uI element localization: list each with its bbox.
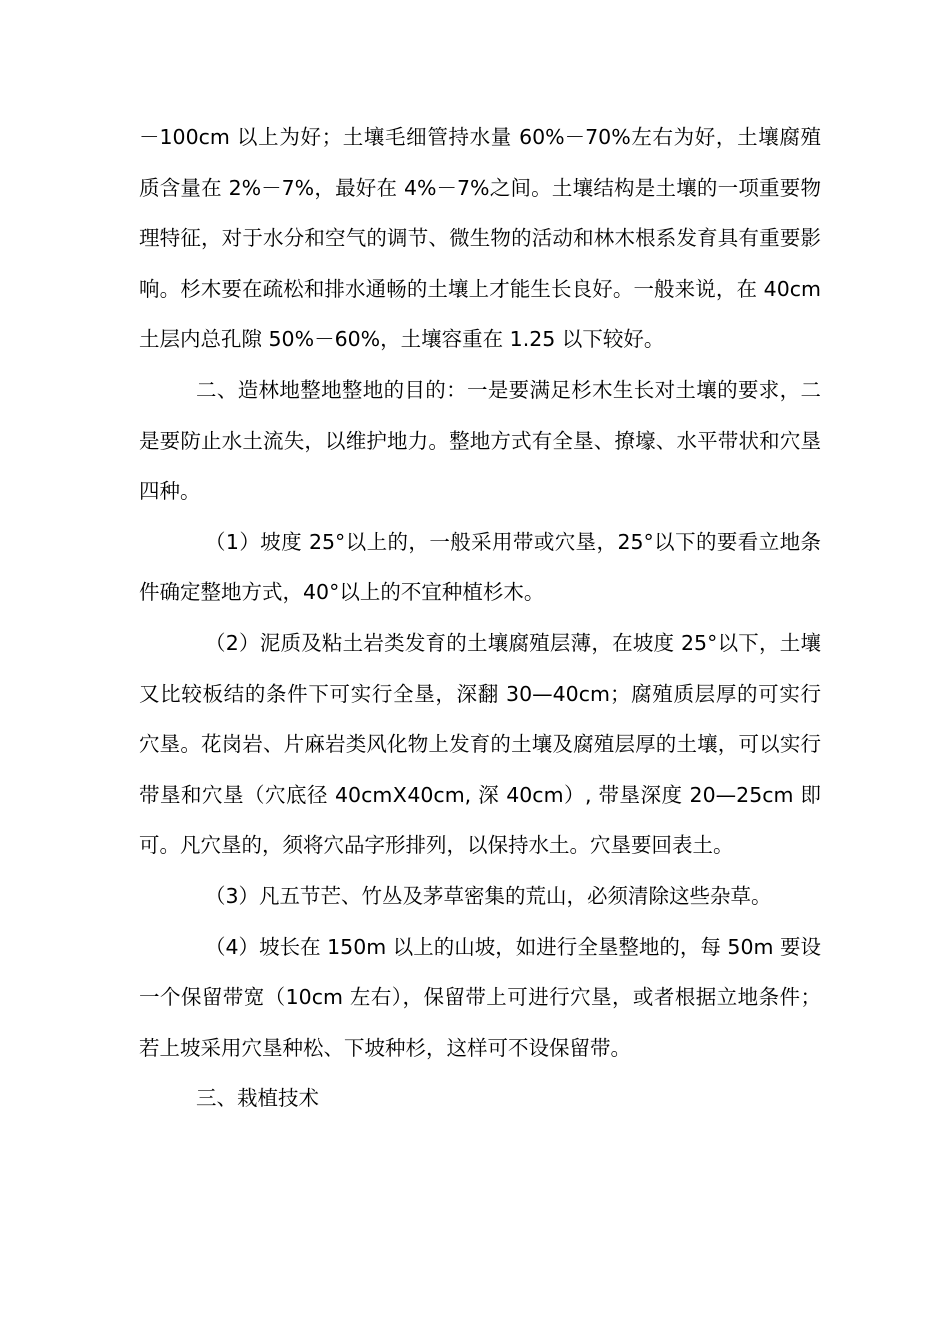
paragraph-slope-rule-1: （1）坡度 25°以上的，一般采用带或穴垦，25°以下的要看立地条件确定整地方式，40°以上的不宜种植杉木。 <box>139 529 821 605</box>
paragraph-soil-requirements: －100cm 以上为好；土壤毛细管持水量 60%－70%左右为好，土壤腐殖质含量在 2%－7%，最好在 4%－7%之间。土壤结构是土壤的一项重要物理特征，对于水分和空气的调节、微生物的活动和林木根系发育具有重要影响。杉木要在疏松和排水通畅的土壤上才能生长良好。一般来说，在 40cm 土层内总孔隙 50%－60%，土壤容重在 1.25 以下较好。 <box>139 125 821 352</box>
paragraph-weed-clearing-3: （3）凡五节芒、竹丛及茅草密集的荒山，必须清除这些杂草。 <box>205 883 772 908</box>
paragraph-retention-strip-4: （4）坡长在 150m 以上的山坡，如进行全垦整地的，每 50m 要设一个保留带宽（10cm 左右），保留带上可进行穴垦，或者根据立地条件；若上坡采用穴垦种松、下坡种杉，这样可不设保留带。 <box>139 934 821 1060</box>
section-heading-planting: 三、栽植技术 <box>196 1086 319 1111</box>
paragraph-slope-rule-2: （2）泥质及粘土岩类发育的土壤腐殖层薄，在坡度 25°以下，土壤又比较板结的条件下可实行全垦，深翻 30—40cm；腐殖质层厚的可实行穴垦。花岗岩、片麻岩类风化物上发育的土壤及腐殖层厚的土壤，可以实行带垦和穴垦（穴底径 40cmⅩ40cm, 深 40cm）, 带垦深度 20—25cm 即可。凡穴垦的，须将穴品字形排列，以保持水土。穴垦要回表土。 <box>139 630 821 858</box>
document-body <box>139 112 821 1124</box>
paragraph-site-preparation: 二、造林地整地整地的目的：一是要满足杉木生长对土壤的要求，二是要防止水土流失，以维护地力。整地方式有全垦、撩壕、水平带状和穴垦四种。 <box>139 377 821 504</box>
